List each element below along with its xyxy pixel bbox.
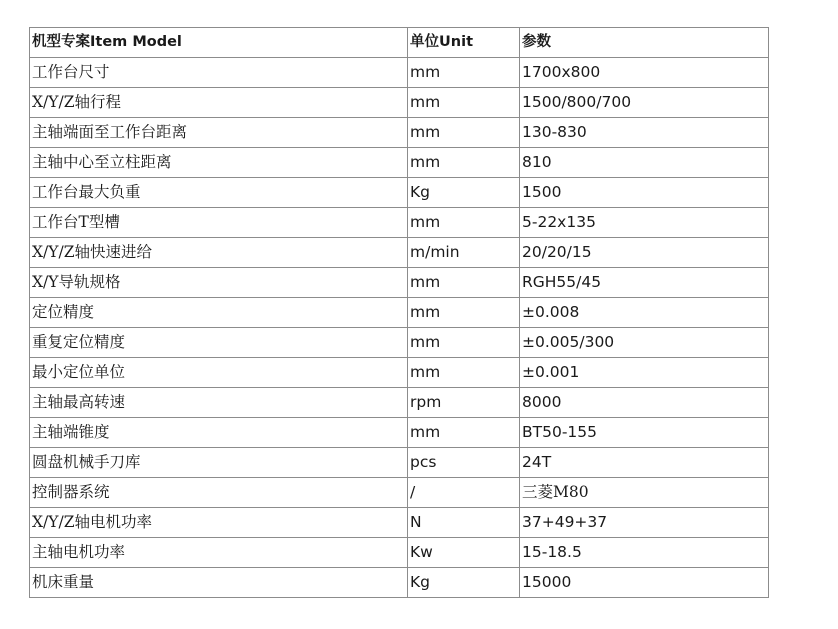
item-name-cell: 圆盘机械手刀库: [30, 448, 408, 478]
table-row: [30, 208, 769, 238]
value-cell: ±0.005/300: [520, 328, 769, 358]
item-name-cell: 最小定位单位: [30, 358, 408, 388]
item-name-cell: 工作台尺寸: [30, 58, 408, 88]
table-row: [30, 538, 769, 568]
item-name-cell: X/Y导轨规格: [30, 268, 408, 298]
unit-cell: mm: [408, 88, 520, 118]
item-name-cell: 工作台T型槽: [30, 208, 408, 238]
unit-cell: mm: [408, 208, 520, 238]
table-body: [30, 58, 769, 598]
table-row: [30, 328, 769, 358]
value-cell: 130-830: [520, 118, 769, 148]
item-name-cell: X/Y/Z轴快速进给: [30, 238, 408, 268]
table-row: [30, 268, 769, 298]
unit-cell: mm: [408, 298, 520, 328]
item-name-cell: 主轴中心至立柱距离: [30, 148, 408, 178]
table-row: [30, 448, 769, 478]
value-cell: 810: [520, 148, 769, 178]
unit-cell: Kg: [408, 178, 520, 208]
value-cell: 1500/800/700: [520, 88, 769, 118]
table-row: [30, 388, 769, 418]
value-cell: 1500: [520, 178, 769, 208]
item-name-cell: 控制器系统: [30, 478, 408, 508]
value-cell: ±0.008: [520, 298, 769, 328]
unit-cell: mm: [408, 148, 520, 178]
table-row: [30, 508, 769, 538]
unit-cell: mm: [408, 358, 520, 388]
unit-cell: Kw: [408, 538, 520, 568]
item-name-cell: 主轴最高转速: [30, 388, 408, 418]
unit-cell: m/min: [408, 238, 520, 268]
value-cell: 8000: [520, 388, 769, 418]
table-row: [30, 178, 769, 208]
item-name-cell: X/Y/Z轴行程: [30, 88, 408, 118]
item-name-cell: 重复定位精度: [30, 328, 408, 358]
item-name-cell: X/Y/Z轴电机功率: [30, 508, 408, 538]
header-unit: 单位Unit: [408, 28, 520, 58]
unit-cell: mm: [408, 118, 520, 148]
value-cell: 24T: [520, 448, 769, 478]
unit-cell: mm: [408, 328, 520, 358]
table-row: [30, 58, 769, 88]
unit-cell: mm: [408, 268, 520, 298]
item-name-cell: 机床重量: [30, 568, 408, 598]
table-row: [30, 148, 769, 178]
unit-cell: /: [408, 478, 520, 508]
table-header: [30, 28, 769, 58]
header-row: [30, 28, 769, 58]
item-name-cell: 定位精度: [30, 298, 408, 328]
value-cell: ±0.001: [520, 358, 769, 388]
table-row: [30, 358, 769, 388]
unit-cell: mm: [408, 418, 520, 448]
value-cell: 5-22x135: [520, 208, 769, 238]
table-row: [30, 298, 769, 328]
unit-cell: mm: [408, 58, 520, 88]
unit-cell: pcs: [408, 448, 520, 478]
table-row: [30, 118, 769, 148]
unit-cell: Kg: [408, 568, 520, 598]
value-cell: 1700x800: [520, 58, 769, 88]
item-name-cell: 主轴电机功率: [30, 538, 408, 568]
item-name-cell: 工作台最大负重: [30, 178, 408, 208]
value-cell: 15000: [520, 568, 769, 598]
header-parameter: 参数: [520, 28, 769, 58]
table-row: [30, 88, 769, 118]
value-cell: 37+49+37: [520, 508, 769, 538]
value-cell: 15-18.5: [520, 538, 769, 568]
table-row: [30, 418, 769, 448]
spec-table: [29, 27, 769, 598]
value-cell: BT50-155: [520, 418, 769, 448]
header-item-model: 机型专案Item Model: [30, 28, 408, 58]
table-row: [30, 238, 769, 268]
table-row: [30, 478, 769, 508]
value-cell: RGH55/45: [520, 268, 769, 298]
unit-cell: rpm: [408, 388, 520, 418]
value-cell: 20/20/15: [520, 238, 769, 268]
item-name-cell: 主轴端锥度: [30, 418, 408, 448]
value-cell: 三菱M80: [520, 478, 769, 508]
item-name-cell: 主轴端面至工作台距离: [30, 118, 408, 148]
table-row: [30, 568, 769, 598]
unit-cell: N: [408, 508, 520, 538]
